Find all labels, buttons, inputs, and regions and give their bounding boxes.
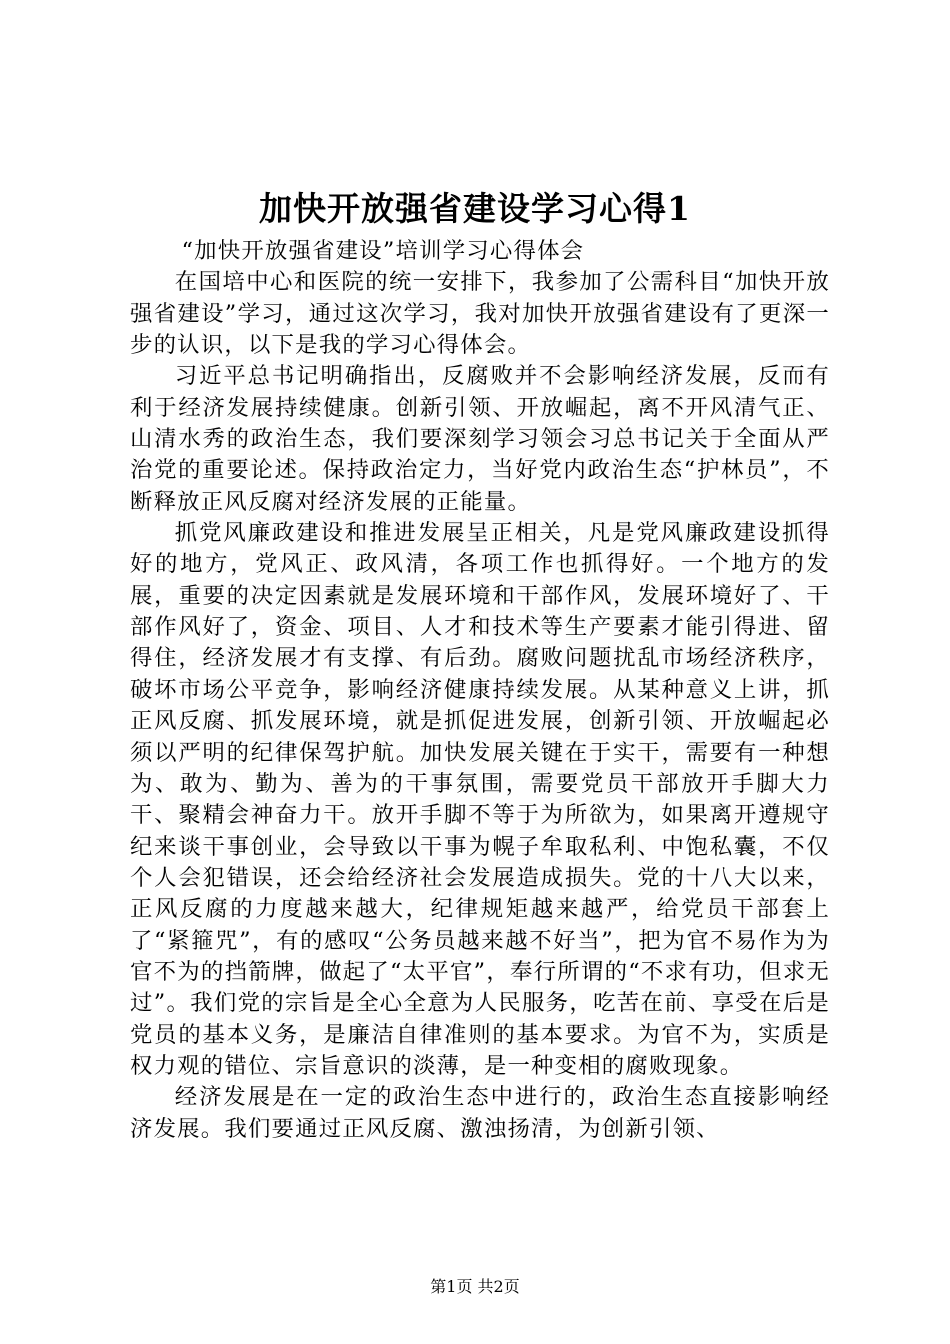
document-body bbox=[130, 236, 830, 1145]
paragraph-xi-remarks: 习近平总书记明确指出，反腐败并不会影响经济发展，反而有利于经济发展持续健康。创新引领、开放崛起，离不开风清气正、山清水秀的政治生态，我们要深刻学习领会习总书记关于全面从严治党的重要论述。保持政治定力，当好党内政治生态“护林员”，不断释放正风反腐对经济发展的正能量。 bbox=[130, 363, 830, 515]
page-number: 第1页 共2页 bbox=[430, 1277, 520, 1296]
paragraph-intro: 在国培中心和医院的统一安排下，我参加了公需科目“加快开放强省建设”学习，通过这次学习，我对加快开放强省建设有了更深一步的认识，以下是我的学习心得体会。 bbox=[130, 269, 830, 359]
document-title: 加快开放强省建设学习心得1 bbox=[259, 189, 691, 228]
paragraph-party-conduct: 抓党风廉政建设和推进发展呈正相关，凡是党风廉政建设抓得好的地方，党风正、政风清，各项工作也抓得好。一个地方的发展，重要的决定因素就是发展环境和干部作风，发展环境好了、干部作风好了，资金、项目、人才和技术等生产要素才能引得进、留得住，经济发展才有支撑、有后劲。腐败问题扰乱市场经济秩序，破坏市场公平竞争，影响经济健康持续发展。从某种意义上讲，抓正风反腐、抓发展环境，就是抓促进发展，创新引领、开放崛起必须以严明的纪律保驾护航。加快发展关键在于实干，需要有一种想为、敢为、勤为、善为的干事氛围，需要党员干部放开手脚大力干、聚精会神奋力干。放开手脚不等于为所欲为，如果离开遵规守纪来谈干事创业，会导致以干事为幌子牟取私利、中饱私囊，不仅个人会犯错误，还会给经济社会发展造成损失。党的十八大以来，正风反腐的力度越来越大，纪律规矩越来越严，给党员干部套上了“紧箍咒”，有的感叹“公务员越来越不好当”，把为官不易作为为官不为的挡箭牌，做起了“太平官”，奉行所谓的“不求有功，但求无过”。我们党的宗旨是全心全意为人民服务，吃苦在前、享受在后是党员的基本义务，是廉洁自律准则的基本要求。为官不为，实质是权力观的错位、宗旨意识的淡薄，是一种变相的腐败现象。 bbox=[130, 520, 830, 1079]
paragraph-economic-development: 经济发展是在一定的政治生态中进行的，政治生态直接影响经济发展。我们要通过正风反腐、激浊扬清，为创新引领、 bbox=[130, 1084, 830, 1142]
document-subtitle: “加快开放强省建设”培训学习心得体会 bbox=[181, 238, 585, 264]
